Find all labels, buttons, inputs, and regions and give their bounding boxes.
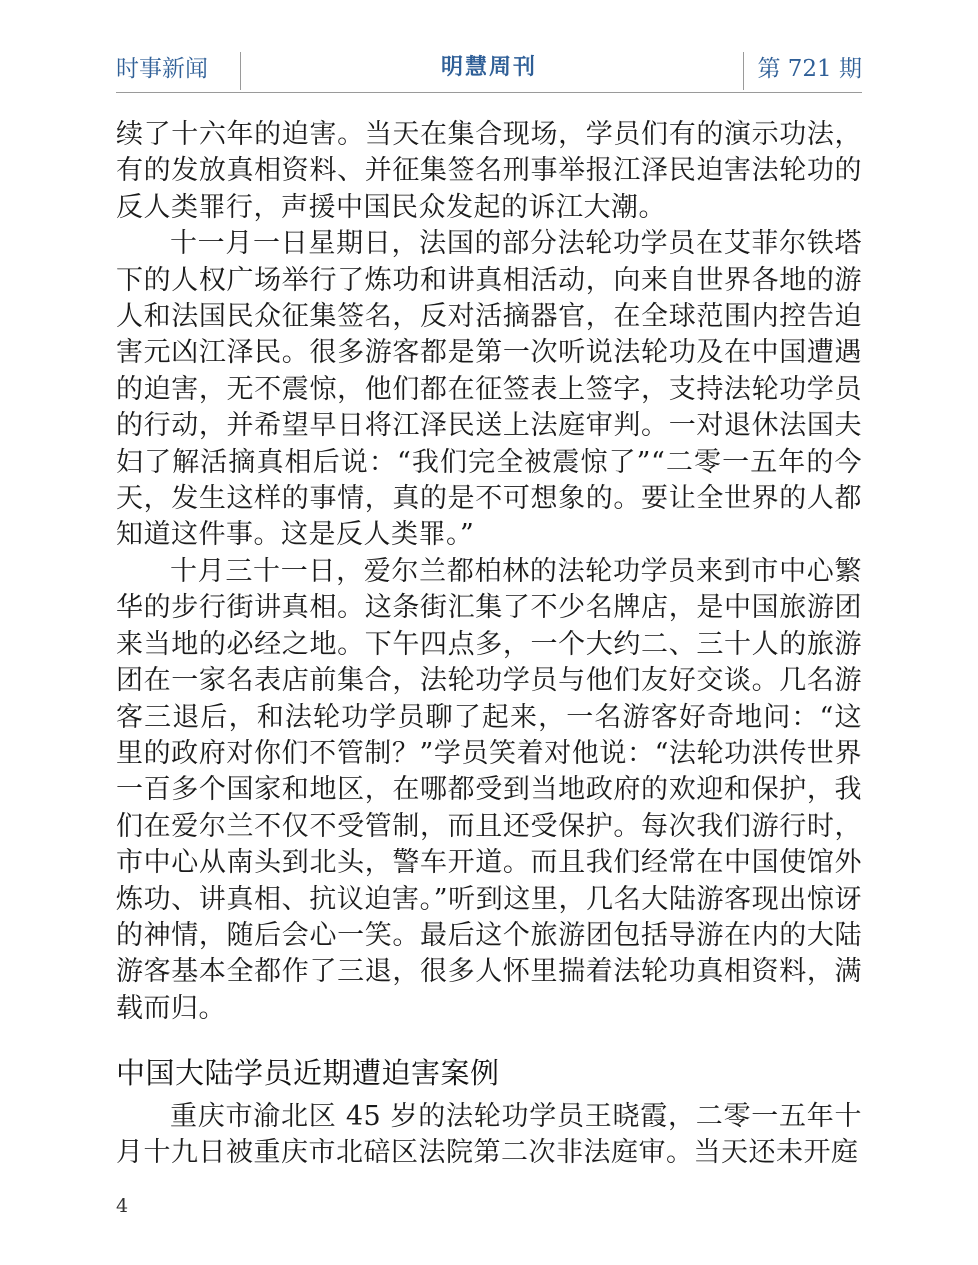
- page-number: 4: [116, 1195, 129, 1217]
- page-header: [116, 50, 862, 93]
- header-divider-right: [743, 52, 744, 90]
- article-body-section-2: [116, 1099, 862, 1172]
- article-paragraph-2: 十一月一日星期日，法国的部分法轮功学员在艾菲尔铁塔下的人权广场举行了炼功和讲真相活动，向来自世界各地的游人和法国民众征集签名，反对活摘器官，在全球范围内控告迫害元凶江泽民。很多游客都是第一次听说法轮功及在中国遭遇的迫害，无不震惊，他们都在征签表上签字，支持法轮功学员的行动，并希望早日将江泽民送上法庭审判。一对退休法国夫妇了解活摘真相后说：“我们完全被震惊了”“二零一五年的今天，发生这样的事情，真的是不可想象的。要让全世界的人都知道这件事。这是反人类罪。”: [116, 228, 862, 551]
- article-paragraph-3: 十月三十一日，爱尔兰都柏林的法轮功学员来到市中心繁华的步行街讲真相。这条街汇集了不少名牌店，是中国旅游团来当地的必经之地。下午四点多，一个大约二、三十人的旅游团在一家名表店前集合，法轮功学员与他们友好交谈。几名游客三退后，和法轮功学员聊了起来，一名游客好奇地问：“这里的政府对你们不管制？”学员笑着对他说：“法轮功洪传世界一百多个国家和地区，在哪都受到当地政府的欢迎和保护，我们在爱尔兰不仅不受管制，而且还受保护。每次我们游行时，市中心从南头到北头，警车开道。而且我们经常在中国使馆外炼功、讲真相、抗议迫害。”听到这里，几名大陆游客现出惊讶的神情，随后会心一笑。最后这个旅游团包括导游在内的大陆游客基本全都作了三退，很多人怀里揣着法轮功真相资料，满载而归。: [116, 555, 862, 1024]
- header-publication-title: 明慧周刊: [440, 55, 537, 80]
- article-paragraph-4: 重庆市渝北区 45 岁的法轮功学员王晓霞，二零一五年十月十九日被重庆市北碚区法院第二次非法庭审。当天还未开庭: [116, 1101, 862, 1169]
- section-heading: 中国大陆学员近期遭迫害案例: [116, 1056, 500, 1090]
- article-paragraph-1: 续了十六年的迫害。当天在集合现场，学员们有的演示功法，有的发放真相资料、并征集签名刑事举报江泽民迫害法轮功的反人类罪行，声援中国民众发起的诉江大潮。: [116, 119, 862, 223]
- article-body: [116, 117, 862, 1027]
- header-section-label: 时事新闻: [116, 56, 208, 82]
- header-issue-number: 第 721 期: [757, 56, 862, 82]
